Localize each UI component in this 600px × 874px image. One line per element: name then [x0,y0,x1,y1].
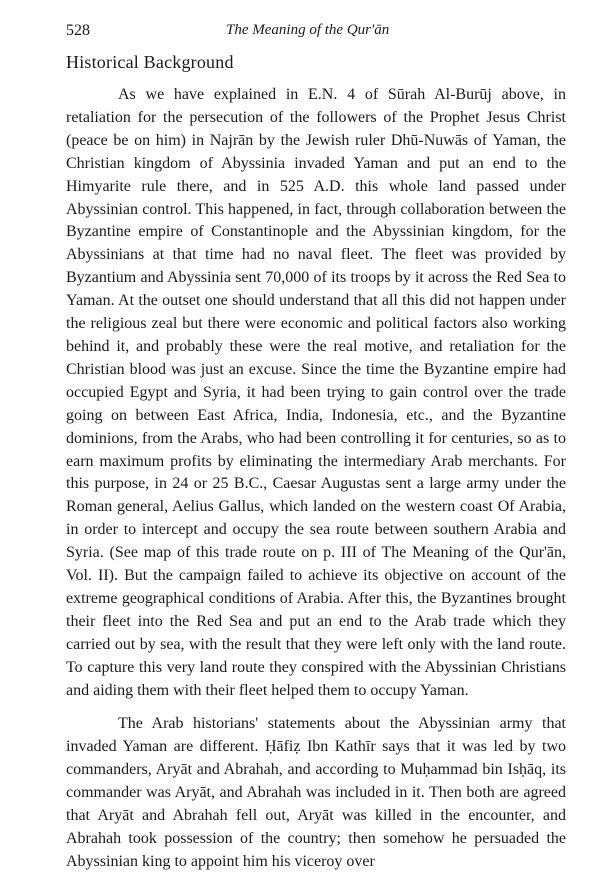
page-header [66,22,566,44]
paragraph: The Arab historians' statements about the Abyssinian army that invaded Yaman are different. Ḥāfiẓ Ibn Kathīr says that it was led by two commanders, Aryāt and Abrahah, and according to Muḥammad bin Isḥāq, its commander was Aryāt, and Abrahah was included in it. Then both are agreed that Aryāt and Abrahah fell out, Aryāt was killed in the encounter, and Abrahah took possession of the country; then somehow he persuaded the Abyssinian king to appoint him his viceroy over [66,715,566,870]
paragraph: As we have explained in E.N. 4 of Sūrah Al-Burūj above, in retaliation for the persecution of the followers of the Prophet Jesus Christ (peace be on him) in Najrān by the Jewish ruler Dhū-Nuwās of Yaman, the Christian kingdom of Abyssinia invaded Yaman and put an end to the Himyarite rule there, and in 525 A.D. this whole land passed under Abyssinian control. This happened, in fact, through collaboration between the Byzantine empire of Constantinople and the Abyssinian kingdom, for the Abyssinians at that time had no naval fleet. The fleet was provided by Byzantium and Abyssinia sent 70,000 of its troops by it across the Red Sea to Yaman. At the outset one should understand that all this did not happen under the religious zeal but there were economic and political factors also working behind it, and probably these were the real motive, and retaliation for the Christian blood was just an excuse. Since the time the Byzantine empire had occupied Egypt and Syria, it had been trying to gain control over the trade going on between East Africa, India, Indonesia, etc., and the Byzantine dominions, from the Arabs, who had been controlling it for centuries, so as to earn maximum profits by eliminating the intermediary Arab merchants. For this purpose, in 24 or 25 B.C., Caesar Augustas sent a large army under the Roman general, Aelius Gallus, which landed on the western coast Of Arabia, in order to intercept and occupy the sea route between southern Arabia and Syria. (See map of this trade route on p. III of The Meaning of the Qur'ān, Vol. II). But the campaign failed to achieve its objective on account of the extreme geographical conditions of Arabia. After this, the Byzantines brought their fleet into the Red Sea and put an end to the Arab trade which they carried out by sea, with the result that they were left only with the land route. To capture this very land route they conspired with the Abyssinian Christians and aiding them with their fleet helped them to occupy Yaman. [66,86,566,699]
page-number: 528 [66,22,90,39]
running-title: The Meaning of the Qur'ān [226,22,390,38]
section-heading: Historical Background [66,52,234,72]
body-text [66,84,566,874]
